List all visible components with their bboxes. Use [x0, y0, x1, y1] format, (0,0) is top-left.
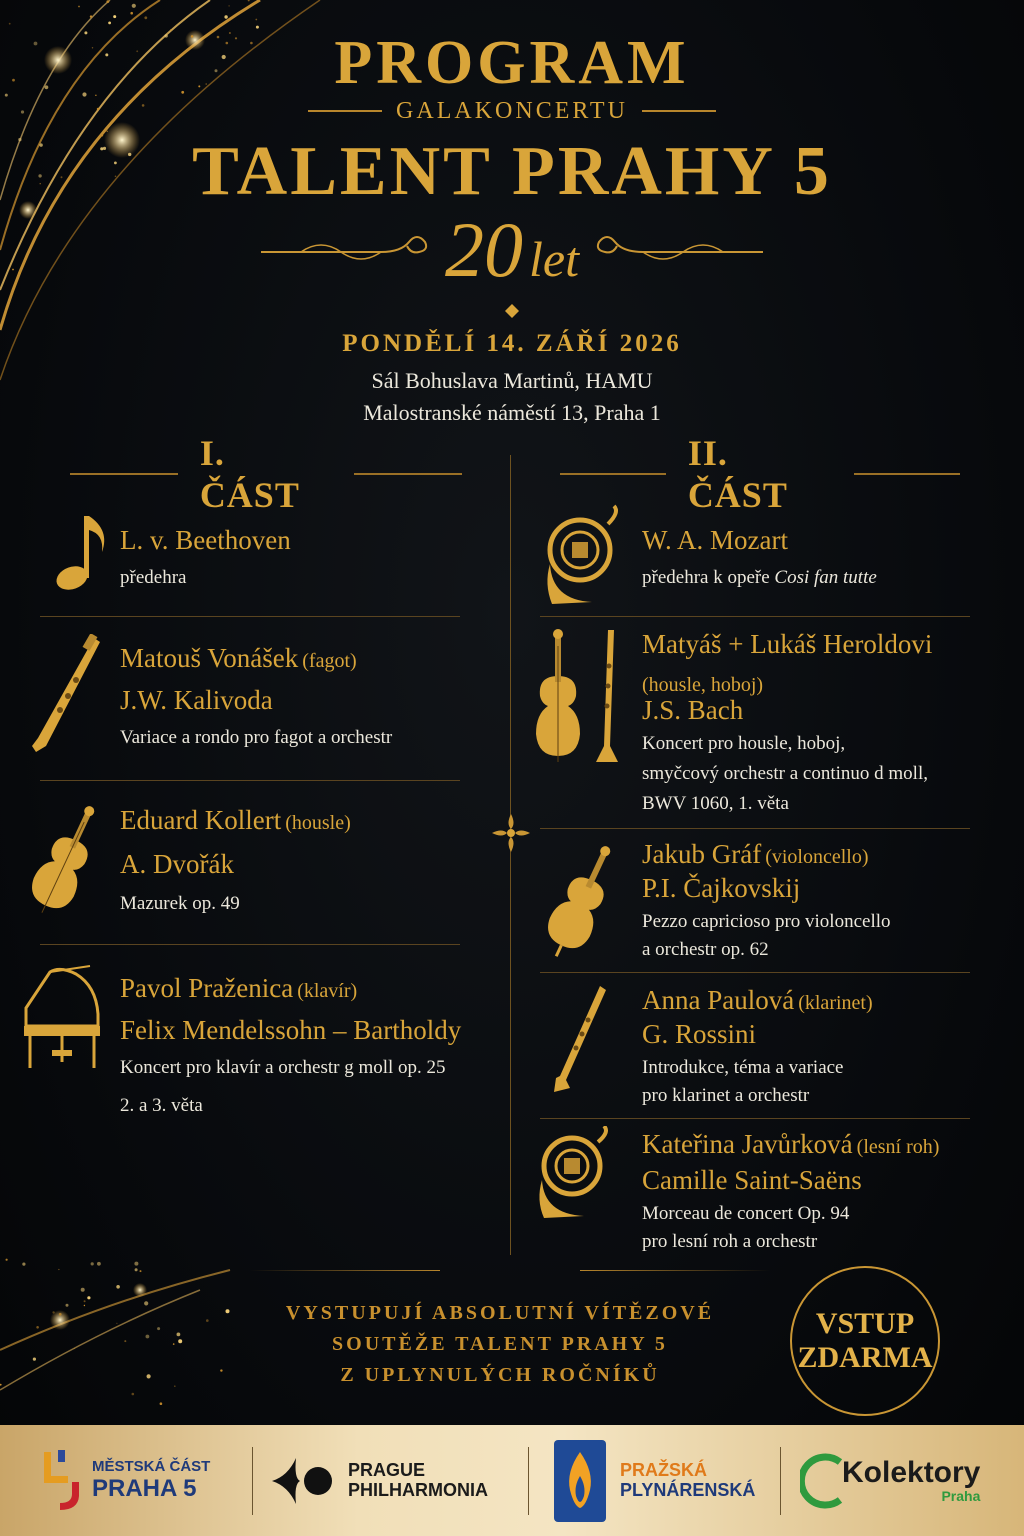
- part2-item-5: [530, 1126, 1020, 1256]
- part1-separator-1: [40, 616, 460, 617]
- part1-item-3-role: (housle): [285, 812, 351, 834]
- part2-item-2-work-line-1: Koncert pro housle, hoboj,: [642, 733, 846, 754]
- sparkle-dot: [174, 1385, 176, 1387]
- sparkle-dot: [140, 1270, 142, 1272]
- kolektory-name: Kolektory: [842, 1456, 981, 1490]
- part2-item-4-work-line-1: Introdukce, téma a variace: [642, 1057, 844, 1078]
- sparkle-dot: [113, 15, 116, 18]
- philharmonia-logo-icon: [270, 1456, 340, 1506]
- part2-item-2-work-line-2: smyčcový orchestr a continuo d moll,: [642, 763, 928, 784]
- subtitle-galakoncertu: GALAKONCERTU: [396, 97, 628, 124]
- music-note-icon: [50, 512, 110, 594]
- part2-item-4-work-line-2: pro klarinet a orchestr: [642, 1085, 810, 1106]
- bassoon-icon: [24, 634, 104, 758]
- part1-item-4-performer-line: [120, 972, 357, 1004]
- sparkle-dot: [173, 1343, 175, 1345]
- part2-item-3-performer-line: [642, 838, 869, 870]
- sparkle-dot: [134, 1262, 138, 1266]
- sparkle-dot: [87, 1296, 90, 1299]
- plynarenska-flame-icon: [552, 1438, 608, 1524]
- part1-label: I. ČÁST: [199, 433, 300, 515]
- sparkle-dot: [178, 1339, 182, 1343]
- part1-line-left: [70, 473, 178, 475]
- winners-note-line-2: SOUTĚŽE TALENT PRAHY 5: [332, 1333, 668, 1355]
- years-word: let: [529, 231, 579, 287]
- sparkle-dot: [228, 5, 229, 6]
- part1-item-4-work-line-2: 2. a 3. věta: [120, 1095, 203, 1116]
- event-address: Malostranské náměstí 13, Praha 1: [363, 400, 661, 425]
- sparkle-dot: [147, 1374, 151, 1378]
- part2-item-2-work-line-3: BWV 1060, 1. věta: [642, 793, 789, 814]
- part2-separator-4: [540, 1118, 970, 1119]
- years-number: 20: [445, 206, 523, 293]
- part2-label: II. ČÁST: [687, 433, 788, 515]
- clarinet-icon: [544, 984, 614, 1096]
- part2-item-2-composer: J.S. Bach: [642, 695, 744, 725]
- anniversary-row: [0, 200, 1024, 300]
- part2-separator-3: [540, 972, 970, 973]
- sparkle-dot: [84, 1305, 85, 1306]
- part2-item-3-work-line-2: a orchestr op. 62: [642, 939, 769, 960]
- sparkle-dot: [108, 22, 111, 25]
- sparkle-dot: [144, 16, 147, 19]
- free-entry-line-2: ZDARMA: [797, 1341, 933, 1374]
- philharmonia-line-2: PHILHARMONIA: [348, 1479, 488, 1500]
- event-venue: Sál Bohuslava Martinů, HAMU: [371, 368, 653, 393]
- sparkle-dot: [6, 1259, 8, 1261]
- part2-item-2-performer: Matyáš + Lukáš Heroldovi: [642, 629, 933, 659]
- part2-item-5-composer: Camille Saint-Saëns: [642, 1165, 862, 1195]
- flourish-left-icon: [261, 230, 431, 270]
- sparkle-dot: [130, 12, 133, 15]
- winners-note-line-3: Z UPLYNULÝCH ROČNÍKŮ: [340, 1364, 660, 1386]
- subtitle-line-right: [642, 110, 716, 112]
- sparkle-dot: [9, 23, 11, 25]
- sponsor-separator-1: [252, 1447, 253, 1515]
- free-entry-line-1: VSTUP: [815, 1306, 915, 1340]
- part2-separator-2: [540, 828, 970, 829]
- part1-item-4: [20, 958, 510, 1128]
- part2-line-left: [560, 473, 666, 475]
- part2-item-1-work-line: [642, 564, 877, 593]
- part1-item-2-work: Variace a rondo pro fagot a orchestr: [120, 727, 393, 748]
- part1-item-4-work-line-1: Koncert pro klavír a orchestr g moll op. 25: [120, 1057, 446, 1078]
- diamond-ornament-icon: [505, 304, 519, 318]
- sparkle-dot: [91, 1262, 94, 1265]
- winners-note: [200, 1298, 800, 1391]
- part1-item-2: [20, 630, 500, 770]
- sparkle-dot: [132, 1393, 135, 1396]
- philharmonia-line-1: PRAGUE: [348, 1459, 426, 1480]
- sponsor-separator-3: [780, 1447, 781, 1515]
- sparkle-dot: [22, 1263, 25, 1266]
- cello-icon: [542, 838, 622, 964]
- part2-item-3-work-line-1: Pezzo capricioso pro violoncello: [642, 911, 891, 932]
- part1-item-2-performer: Matouš Vonášek: [120, 643, 299, 673]
- subtitle-row: [0, 96, 1024, 126]
- part1-separator-3: [40, 944, 460, 945]
- sparkle-dot: [74, 1348, 75, 1349]
- sparkle-dot: [146, 1335, 150, 1339]
- sparkle-dot: [132, 4, 136, 8]
- part2-item-3-composer: P.I. Čajkovskij: [642, 873, 801, 903]
- part1-item-3: [20, 794, 500, 934]
- part2-item-4-composer: G. Rossini: [642, 1019, 757, 1049]
- part2-item-1: [540, 500, 1010, 610]
- free-entry-badge: [790, 1266, 940, 1416]
- french-horn-icon: [534, 1126, 618, 1220]
- sparkle-dot: [0, 1384, 2, 1386]
- part2-item-4-role: (klarinet): [798, 992, 873, 1014]
- sparkle-dot: [36, 1326, 39, 1329]
- winners-note-line-1: VYSTUPUJÍ ABSOLUTNÍ VÍTĚZOVÉ: [285, 1302, 715, 1324]
- part1-item-3-performer-line: [120, 804, 351, 836]
- sparkle-dot: [116, 1323, 117, 1324]
- sparkle-dot: [78, 6, 80, 8]
- violin-icon: [26, 798, 106, 924]
- sponsor-praha5: [40, 1425, 240, 1536]
- part1-item-1: [40, 510, 470, 610]
- sparkle-dot: [144, 1301, 148, 1305]
- sparkle-dot: [157, 1327, 160, 1330]
- praha5-line-1: MĚSTSKÁ ČÁST: [92, 1458, 211, 1476]
- sponsor-plynarenska: [552, 1425, 772, 1536]
- sparkle-dot: [33, 1358, 36, 1361]
- praha5-line-2: PRAHA 5: [92, 1474, 197, 1502]
- part2-item-5-performer: Kateřina Javůrková: [642, 1129, 853, 1159]
- part1-item-3-composer: A. Dvořák: [120, 849, 234, 879]
- part2-item-3: [530, 836, 1010, 966]
- part2-item-4: [530, 982, 1010, 1112]
- part2-item-4-performer: Anna Paulová: [642, 985, 795, 1015]
- sparkle-dot: [106, 0, 109, 3]
- sparkle-dot: [66, 1304, 69, 1307]
- part1-item-1-performer: L. v. Beethoven: [120, 525, 291, 555]
- part2-item-4-performer-line: [642, 984, 873, 1016]
- sparkle-dot: [59, 1313, 62, 1316]
- sponsor-philharmonia: [270, 1425, 520, 1536]
- sparkle-dot: [81, 1288, 85, 1292]
- sponsor-kolektory: [800, 1425, 1010, 1536]
- sparkle-dot: [255, 19, 257, 21]
- sparkle-dot: [84, 1300, 86, 1302]
- part2-item-1-work: předehra k opeře: [642, 567, 775, 588]
- part2-item-2: [530, 622, 1010, 822]
- part2-item-5-work-line-2: pro lesní roh a orchestr: [642, 1231, 818, 1252]
- kolektory-sub: Praha: [941, 1488, 981, 1505]
- column-divider: [510, 455, 511, 1255]
- part1-item-4-role: (klavír): [297, 980, 358, 1002]
- sparkle-dot: [224, 15, 227, 18]
- sparkle-dot: [52, 1311, 54, 1313]
- sparkle-dot: [135, 1268, 138, 1271]
- part2-line-right: [854, 473, 960, 475]
- event-date: PONDĚLÍ 14. ZÁŘÍ 2026: [342, 330, 682, 357]
- part1-separator-2: [40, 780, 460, 781]
- part1-line-right: [354, 473, 462, 475]
- sparkle-dot: [160, 1402, 163, 1405]
- part2-item-3-role: (violoncello): [765, 846, 869, 868]
- event-name: TALENT PRAHY 5: [192, 133, 832, 210]
- sponsor-bar: [0, 1425, 1024, 1536]
- subtitle-line-left: [308, 110, 382, 112]
- part2-item-3-performer: Jakub Gráf: [642, 839, 762, 869]
- part1-item-2-role: (fagot): [302, 650, 357, 672]
- part1-item-2-composer: J.W. Kalivoda: [120, 685, 273, 715]
- violin-oboe-icon: [530, 626, 624, 766]
- flourish-right-icon: [593, 230, 763, 270]
- french-horn-icon: [542, 504, 626, 606]
- part1-item-2-performer-line: [120, 642, 357, 674]
- footer-line-right: [580, 1270, 770, 1271]
- sparkle-dot: [177, 1333, 181, 1337]
- part2-item-1-work-title: Cosi fan tutte: [774, 567, 877, 588]
- part1-item-1-work: předehra: [120, 567, 187, 588]
- part2-item-5-work-line-1: Morceau de concert Op. 94: [642, 1203, 850, 1224]
- part1-item-3-performer: Eduard Kollert: [120, 805, 282, 835]
- sponsor-separator-2: [528, 1447, 529, 1515]
- plynarenska-line-2: PLYNÁRENSKÁ: [620, 1479, 756, 1500]
- part2-item-5-performer-line: [642, 1128, 939, 1160]
- sparkle-dot: [116, 1285, 120, 1289]
- part1-heading: [70, 433, 462, 515]
- part2-item-2-role: (housle, hoboj): [642, 674, 764, 696]
- plynarenska-line-1: PRAŽSKÁ: [620, 1459, 708, 1480]
- sparkle-dot: [97, 1262, 101, 1266]
- part2-item-5-role: (lesní roh): [856, 1136, 940, 1158]
- sparkle-dot: [124, 1340, 126, 1342]
- sparkle-dot: [248, 0, 250, 1]
- praha5-logo-icon: [40, 1448, 84, 1514]
- part1-item-3-work: Mazurek op. 49: [120, 893, 240, 914]
- part1-item-4-composer: Felix Mendelssohn – Bartholdy: [120, 1015, 462, 1045]
- part2-item-1-performer: W. A. Mozart: [642, 525, 788, 555]
- sparkle-dot: [90, 15, 92, 17]
- part2-separator-1: [540, 616, 970, 617]
- part1-item-4-performer: Pavol Praženica: [120, 973, 294, 1003]
- part2-heading: [560, 433, 960, 515]
- title-program: PROGRAM: [334, 29, 690, 97]
- footer-line-left: [250, 1270, 440, 1271]
- sparkle-dot: [58, 1269, 59, 1270]
- piano-icon: [20, 964, 104, 1076]
